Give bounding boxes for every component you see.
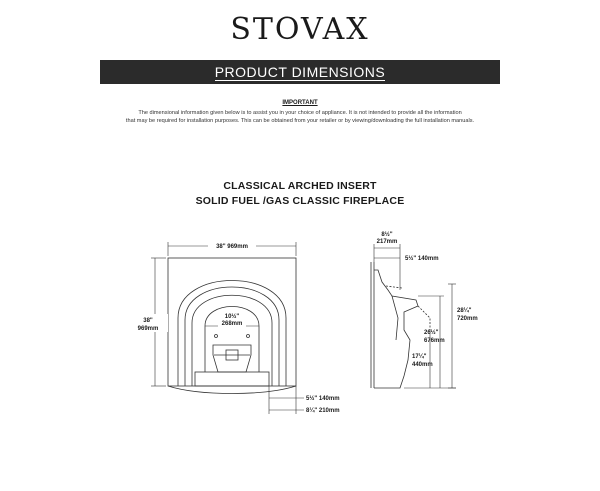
- notice-line-2: that may be required for installation purposes. This can be obtained from your retailer or by viewing/downloading the full installation manuals.: [125, 118, 475, 124]
- side-height-3-mm: 440mm: [412, 362, 433, 368]
- side-height-2-inches: 26½": [424, 330, 439, 336]
- side-view: [371, 231, 478, 388]
- brand-logo: STOVAX: [230, 12, 370, 47]
- front-hearth: [195, 372, 269, 386]
- product-subtitle: SOLID FUEL /GAS CLASSIC FIREPLACE: [195, 195, 405, 207]
- front-view: [138, 241, 340, 414]
- bottom-dimension-1: 5½" 140mm: [306, 396, 340, 402]
- banner-title: PRODUCT DIMENSIONS: [214, 64, 386, 80]
- front-base: [168, 386, 296, 394]
- bottom-dimension-2: 8¼" 210mm: [306, 408, 340, 414]
- side-height-2-mm: 676mm: [424, 338, 445, 344]
- side-height-3-inches: 17¼": [412, 354, 427, 360]
- side-top-mm: 217mm: [376, 239, 398, 245]
- front-height-mm: 969mm: [137, 326, 159, 332]
- opening-width-inches: 10½": [224, 314, 240, 320]
- side-height-1-mm: 720mm: [457, 316, 478, 322]
- side-profile: [374, 270, 418, 388]
- product-name: CLASSICAL ARCHED INSERT: [223, 180, 377, 192]
- front-basket: [213, 345, 251, 372]
- front-width-dimension: 38" 969mm: [216, 244, 248, 250]
- side-offset-dimension: 5½" 140mm: [405, 256, 439, 262]
- front-arch-outer: [178, 281, 286, 387]
- front-arch-mid: [185, 287, 279, 386]
- notice-line-1: The dimensional information given below is to assist you in your choice of appliance. It is not intended to provide all the information: [138, 110, 462, 116]
- side-height-1-inches: 28¼": [457, 308, 472, 314]
- opening-width-mm: 268mm: [221, 321, 243, 327]
- side-top-inches: 8½": [381, 232, 393, 238]
- notice-title: IMPORTANT: [282, 100, 318, 106]
- front-height-inches: 38": [143, 318, 153, 324]
